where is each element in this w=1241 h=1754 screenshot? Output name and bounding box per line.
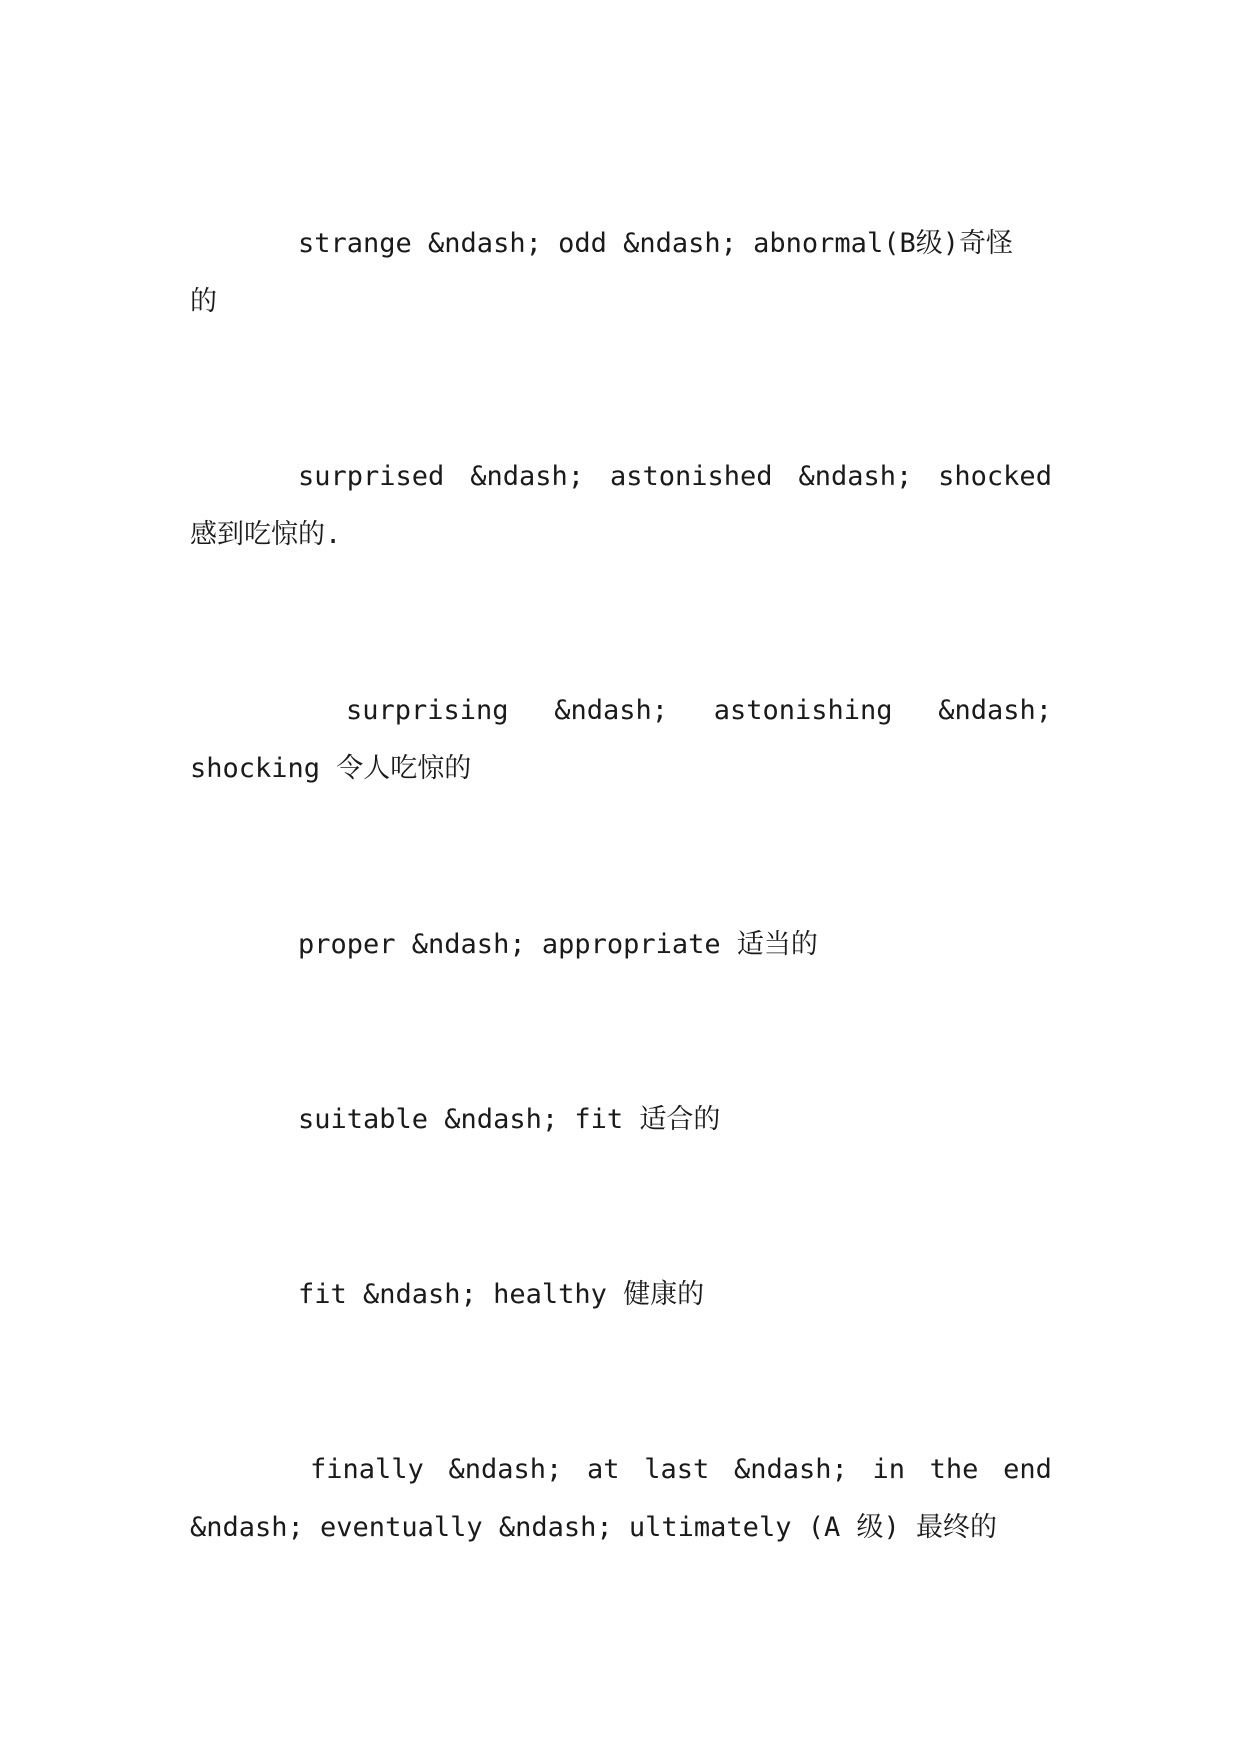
entry-line (190, 682, 1052, 740)
vocab-entry-surprising (190, 682, 1052, 798)
entry-line (190, 1441, 1052, 1499)
vocab-entry-finally (190, 1441, 1052, 1557)
entry-line (190, 448, 1052, 506)
word: shocked (938, 461, 1052, 492)
entry-line-continued: 感到吃惊的. (190, 519, 342, 550)
word: &ndash; (798, 461, 913, 492)
word: &ndash; (448, 1454, 563, 1485)
vocab-entry-suitable (190, 1091, 1052, 1149)
vocab-entry-strange (190, 215, 1052, 331)
entry-line-continued: &ndash; eventually &ndash; ultimately (A 级) 最终的 (190, 1512, 997, 1543)
word: the (929, 1454, 979, 1485)
entry-line-continued: shocking 令人吃惊的 (190, 753, 472, 784)
entry-line: proper &ndash; appropriate 适当的 (298, 929, 818, 960)
vocab-entry-fit (190, 1266, 1052, 1324)
word: &ndash; (938, 695, 1052, 726)
word: finally (310, 1454, 424, 1485)
word: end (1003, 1454, 1052, 1485)
word: surprising (346, 695, 509, 726)
vocab-entry-proper (190, 916, 1052, 974)
entry-line-continued: 的 (190, 286, 217, 317)
word: &ndash; (554, 695, 669, 726)
entry-line: strange &ndash; odd &ndash; abnormal(B级)奇怪 (298, 228, 1013, 259)
word: surprised (298, 461, 445, 492)
word: at (587, 1454, 620, 1485)
entry-line: suitable &ndash; fit 适合的 (298, 1104, 721, 1135)
word: &ndash; (470, 461, 585, 492)
word: astonished (609, 461, 773, 492)
vocab-entry-surprised (190, 448, 1052, 564)
word: &ndash; (733, 1454, 848, 1485)
entry-line: fit &ndash; healthy 健康的 (298, 1279, 705, 1310)
word: astonishing (713, 695, 893, 726)
word: in (872, 1454, 905, 1485)
word: last (644, 1454, 710, 1485)
